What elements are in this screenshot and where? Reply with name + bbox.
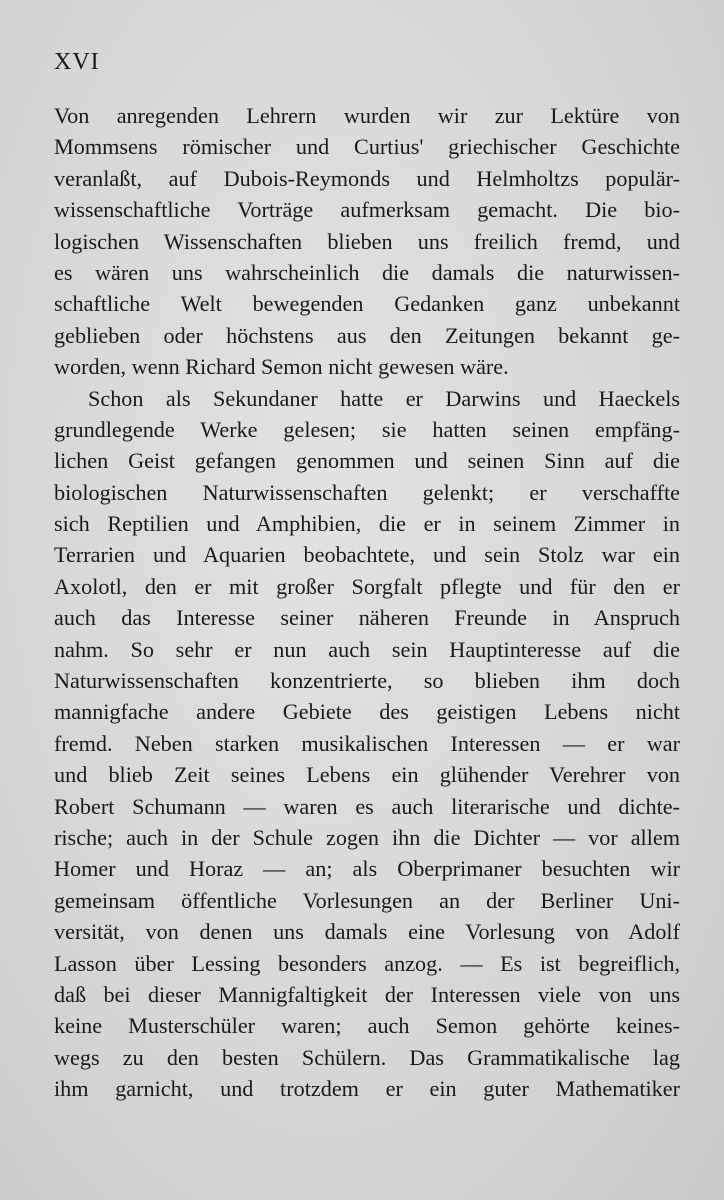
text-line: grundlegende Werke gelesen; sie hatten seinen empfäng- [54, 416, 680, 442]
paragraph [54, 100, 680, 383]
text-line: Mommsens römischer und Curtius' griechischer Geschichte [54, 134, 680, 160]
text-line: rische; auch in der Schule zogen ihn die Dichter — vor allem [54, 824, 680, 850]
text-line: wissenschaftliche Vorträge aufmerksam gemacht. Die bio- [54, 197, 680, 223]
text-line: worden, wenn Richard Semon nicht gewesen wäre. [54, 354, 509, 380]
text-line: gemeinsam öffentliche Vorlesungen an der Berliner Uni- [54, 887, 680, 913]
text-line: Schon als Sekundaner hatte er Darwins und Haeckels [88, 385, 680, 411]
text-line: Terrarien und Aquarien beobachtete, und sein Stolz war ein [54, 542, 680, 568]
text-line: ihm garnicht, und trotzdem er ein guter Mathematiker [54, 1076, 680, 1102]
text-line: Axolotl, den er mit großer Sorgfalt pflegte und für den er [54, 573, 680, 599]
text-line: geblieben oder höchstens aus den Zeitungen bekannt ge- [54, 322, 680, 348]
text-line: auch das Interesse seiner näheren Freunde in Anspruch [54, 605, 680, 631]
text-line: versität, von denen uns damals eine Vorlesung von Adolf [54, 919, 680, 945]
text-line: Lasson über Lessing besonders anzog. — Es ist begreiflich, [54, 950, 680, 976]
page-number: XVI [54, 49, 100, 75]
text-line: fremd. Neben starken musikalischen Interessen — er war [54, 730, 680, 756]
text-line: schaftliche Welt bewegenden Gedanken ganz unbekannt [54, 291, 680, 317]
body-text [54, 100, 680, 1105]
text-line: Naturwissenschaften konzentrierte, so blieben ihm doch [54, 668, 680, 694]
text-line: wegs zu den besten Schülern. Das Grammatikalische lag [54, 1044, 680, 1070]
text-line: keine Musterschüler waren; auch Semon gehörte keines- [54, 1013, 680, 1039]
text-line: veranlaßt, auf Dubois-Reymonds und Helmholtzs populär- [54, 165, 680, 191]
text-line: sich Reptilien und Amphibien, die er in seinem Zimmer in [54, 511, 680, 537]
text-line: nahm. So sehr er nun auch sein Hauptinteresse auf die [54, 636, 680, 662]
text-line: mannigfache andere Gebiete des geistigen Lebens nicht [54, 699, 680, 725]
text-line: logischen Wissenschaften blieben uns freilich fremd, und [54, 228, 680, 254]
paragraph [54, 383, 680, 1105]
text-line: Robert Schumann — waren es auch literarische und dichte- [54, 793, 680, 819]
text-line: biologischen Naturwissenschaften gelenkt; er verschaffte [54, 479, 680, 505]
text-line: daß bei dieser Mannigfaltigkeit der Interessen viele von uns [54, 981, 680, 1007]
text-line: und blieb Zeit seines Lebens ein glühender Verehrer von [54, 762, 680, 788]
text-line: Von anregenden Lehrern wurden wir zur Lektüre von [54, 103, 680, 128]
text-line: es wären uns wahrscheinlich die damals die naturwissen- [54, 259, 680, 285]
text-line: Homer und Horaz — an; als Oberprimaner besuchten wir [54, 856, 680, 882]
text-line: lichen Geist gefangen genommen und seinen Sinn auf die [54, 448, 680, 474]
